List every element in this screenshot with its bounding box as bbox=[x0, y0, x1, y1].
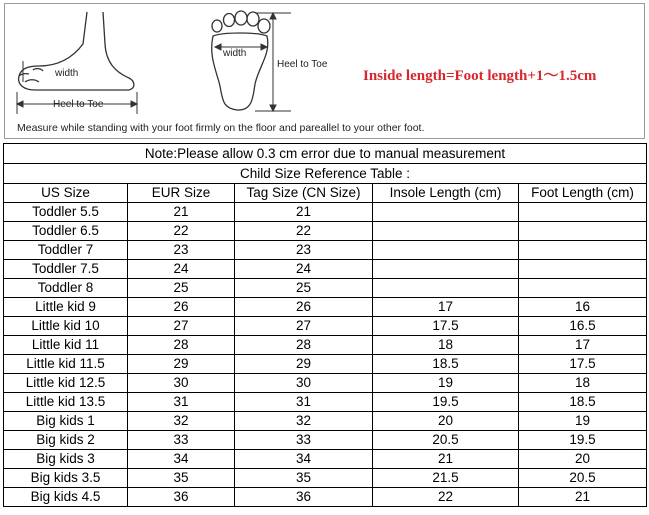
cell-us-size: Little kid 12.5 bbox=[4, 374, 128, 393]
header-foot-length: Foot Length (cm) bbox=[519, 184, 647, 203]
header-us-size: US Size bbox=[4, 184, 128, 203]
cell-insole-length: 22 bbox=[373, 488, 519, 507]
cell-foot-length: 20.5 bbox=[519, 469, 647, 488]
cell-eur-size: 22 bbox=[128, 222, 235, 241]
cell-tag-size: 35 bbox=[235, 469, 373, 488]
cell-tag-size: 22 bbox=[235, 222, 373, 241]
cell-eur-size: 34 bbox=[128, 450, 235, 469]
header-eur-size: EUR Size bbox=[128, 184, 235, 203]
cell-insole-length: 20.5 bbox=[373, 431, 519, 450]
title-row bbox=[4, 164, 647, 184]
cell-us-size: Big kids 2 bbox=[4, 431, 128, 450]
cell-tag-size: 30 bbox=[235, 374, 373, 393]
cell-insole-length bbox=[373, 241, 519, 260]
cell-us-size: Little kid 10 bbox=[4, 317, 128, 336]
measurement-illustration bbox=[4, 3, 645, 139]
header-row bbox=[4, 184, 647, 203]
cell-tag-size: 24 bbox=[235, 260, 373, 279]
table-row bbox=[4, 260, 647, 279]
cell-us-size: Big kids 3 bbox=[4, 450, 128, 469]
cell-us-size: Little kid 13.5 bbox=[4, 393, 128, 412]
cell-eur-size: 30 bbox=[128, 374, 235, 393]
cell-insole-length: 21 bbox=[373, 450, 519, 469]
cell-insole-length: 17.5 bbox=[373, 317, 519, 336]
cell-us-size: Toddler 5.5 bbox=[4, 203, 128, 222]
table-row bbox=[4, 298, 647, 317]
cell-foot-length bbox=[519, 279, 647, 298]
cell-foot-length: 18.5 bbox=[519, 393, 647, 412]
cell-us-size: Little kid 11 bbox=[4, 336, 128, 355]
table-row bbox=[4, 317, 647, 336]
table-row bbox=[4, 374, 647, 393]
size-chart-table bbox=[3, 143, 647, 507]
cell-eur-size: 25 bbox=[128, 279, 235, 298]
cell-foot-length: 19 bbox=[519, 412, 647, 431]
cell-us-size: Little kid 11.5 bbox=[4, 355, 128, 374]
cell-tag-size: 32 bbox=[235, 412, 373, 431]
table-row bbox=[4, 431, 647, 450]
table-row bbox=[4, 355, 647, 374]
cell-insole-length: 19.5 bbox=[373, 393, 519, 412]
cell-eur-size: 28 bbox=[128, 336, 235, 355]
cell-eur-size: 27 bbox=[128, 317, 235, 336]
cell-eur-size: 31 bbox=[128, 393, 235, 412]
cell-tag-size: 21 bbox=[235, 203, 373, 222]
cell-foot-length bbox=[519, 222, 647, 241]
table-row bbox=[4, 203, 647, 222]
cell-us-size: Toddler 7 bbox=[4, 241, 128, 260]
side-heel-to-toe-label: Heel to Toe bbox=[53, 99, 104, 110]
cell-insole-length bbox=[373, 279, 519, 298]
cell-insole-length bbox=[373, 203, 519, 222]
table-row bbox=[4, 488, 647, 507]
cell-foot-length: 17 bbox=[519, 336, 647, 355]
cell-eur-size: 32 bbox=[128, 412, 235, 431]
cell-eur-size: 29 bbox=[128, 355, 235, 374]
cell-tag-size: 27 bbox=[235, 317, 373, 336]
table-row bbox=[4, 279, 647, 298]
table-row bbox=[4, 450, 647, 469]
cell-insole-length: 21.5 bbox=[373, 469, 519, 488]
table-row bbox=[4, 412, 647, 431]
cell-us-size: Big kids 4.5 bbox=[4, 488, 128, 507]
cell-us-size: Big kids 1 bbox=[4, 412, 128, 431]
cell-insole-length: 19 bbox=[373, 374, 519, 393]
cell-tag-size: 31 bbox=[235, 393, 373, 412]
cell-foot-length bbox=[519, 241, 647, 260]
cell-insole-length bbox=[373, 222, 519, 241]
cell-eur-size: 23 bbox=[128, 241, 235, 260]
cell-foot-length bbox=[519, 260, 647, 279]
side-width-label: width bbox=[55, 68, 79, 79]
cell-tag-size: 26 bbox=[235, 298, 373, 317]
header-insole-length: Insole Length (cm) bbox=[373, 184, 519, 203]
inside-length-formula: Inside length=Foot length+1～1.5cm bbox=[363, 68, 597, 84]
cell-tag-size: 33 bbox=[235, 431, 373, 450]
cell-foot-length: 16.5 bbox=[519, 317, 647, 336]
cell-insole-length: 17 bbox=[373, 298, 519, 317]
cell-foot-length bbox=[519, 203, 647, 222]
measure-instruction: Measure while standing with your foot firmly on the floor and pareallel to your other foot. bbox=[17, 122, 425, 134]
cell-foot-length: 21 bbox=[519, 488, 647, 507]
header-tag-size: Tag Size (CN Size) bbox=[235, 184, 373, 203]
top-width-label: width bbox=[223, 48, 247, 59]
cell-insole-length: 18.5 bbox=[373, 355, 519, 374]
table-title: Child Size Reference Table : bbox=[4, 164, 647, 184]
cell-eur-size: 26 bbox=[128, 298, 235, 317]
cell-tag-size: 29 bbox=[235, 355, 373, 374]
cell-foot-length: 17.5 bbox=[519, 355, 647, 374]
cell-foot-length: 18 bbox=[519, 374, 647, 393]
cell-tag-size: 25 bbox=[235, 279, 373, 298]
cell-eur-size: 21 bbox=[128, 203, 235, 222]
table-row bbox=[4, 222, 647, 241]
cell-insole-length: 18 bbox=[373, 336, 519, 355]
cell-us-size: Little kid 9 bbox=[4, 298, 128, 317]
cell-us-size: Toddler 8 bbox=[4, 279, 128, 298]
cell-foot-length: 20 bbox=[519, 450, 647, 469]
cell-us-size: Toddler 6.5 bbox=[4, 222, 128, 241]
top-foot-icon bbox=[212, 11, 270, 110]
cell-tag-size: 28 bbox=[235, 336, 373, 355]
cell-foot-length: 19.5 bbox=[519, 431, 647, 450]
table-row bbox=[4, 241, 647, 260]
cell-tag-size: 23 bbox=[235, 241, 373, 260]
cell-tag-size: 36 bbox=[235, 488, 373, 507]
cell-tag-size: 34 bbox=[235, 450, 373, 469]
cell-foot-length: 16 bbox=[519, 298, 647, 317]
cell-us-size: Toddler 7.5 bbox=[4, 260, 128, 279]
table-row bbox=[4, 393, 647, 412]
cell-insole-length bbox=[373, 260, 519, 279]
cell-insole-length: 20 bbox=[373, 412, 519, 431]
cell-eur-size: 35 bbox=[128, 469, 235, 488]
measurement-note: Note:Please allow 0.3 cm error due to manual measurement bbox=[4, 144, 647, 164]
cell-us-size: Big kids 3.5 bbox=[4, 469, 128, 488]
cell-eur-size: 36 bbox=[128, 488, 235, 507]
table-row bbox=[4, 469, 647, 488]
note-row bbox=[4, 144, 647, 164]
top-heel-to-toe-label: Heel to Toe bbox=[277, 59, 328, 70]
cell-eur-size: 33 bbox=[128, 431, 235, 450]
table-row bbox=[4, 336, 647, 355]
cell-eur-size: 24 bbox=[128, 260, 235, 279]
